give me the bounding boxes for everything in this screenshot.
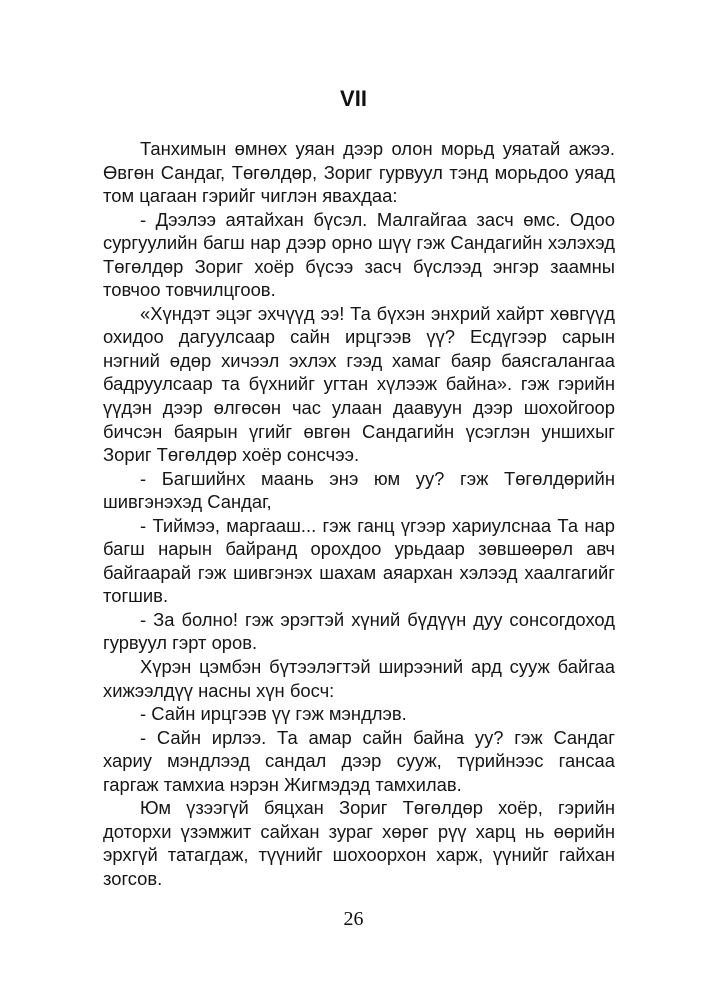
paragraph-1: Танхимын өмнөх уяан дээр олон морьд уяатай ажээ. Өвгөн Сандаг, Төгөлдөр, Зориг гурвуул тэнд морьдоо уяад том цагаан гэрийг чиглэн явахдаа: xyxy=(103,138,615,207)
paragraph-6: - За болно! гэж эрэгтэй хүний бүдүүн дуу сонсогдоход гурвуул гэрт оров. xyxy=(103,608,615,654)
paragraph-7: Хүрэн цэмбэн бүтээлэгтэй ширээний ард сууж байгаа хижээлдүү насны хүн босч: xyxy=(103,656,615,701)
paragraph-2: - Дээлээ аятайхан бүсэл. Малгайгаа засч өмс. Одоо сургуулийн багш нар дээр орно шүү гэж Сандагийн хэлэхэд Төгөлдөр Зориг хоёр бүсээ засч бүслээд энгэр заамны товчоо товчилцгоов. xyxy=(103,208,615,301)
paragraph-9: - Сайн ирлээ. Та амар сайн байна уу? гэж Сандаг хариу мэндлээд сандал дээр сууж, түрийнээс гансаа гаргаж тамхиа нэрэн Жигмэдэд тамхилав. xyxy=(103,726,615,795)
page-body-text xyxy=(103,137,615,891)
paragraph-8: - Сайн ирцгээв үү гэж мэндлэв. xyxy=(140,703,407,725)
paragraph-4: - Багшийнх маань энэ юм уу? гэж Төгөлдөрийн шивгэнэхэд Сандаг, xyxy=(103,467,615,513)
page-number: 26 xyxy=(343,908,364,930)
chapter-title: VII xyxy=(340,86,367,111)
paragraph-10: Юм үзээгүй бяцхан Зориг Төгөлдөр хоёр, гэрийн доторхи үзэмжит сайхан зураг хөрөг рүү харц нь өөрийн эрхгүй татагдаж, түүнийг шохоорхон харж, үүнийг гайхан зогсов. xyxy=(103,797,615,889)
paragraph-5: - Тиймээ, маргааш... гэж ганц үгээр хариулснаа Та нар багш нарын байранд орохдоо урьдаар зөвшөөрөл авч байгаарай гэж шивгэнэх шахам аяархан хэлээд хаалгагийг тогшив. xyxy=(103,514,615,607)
paragraph-3: «Хүндэт эцэг эхчүүд ээ! Та бүхэн энхрий хайрт хөвгүүд охидоо дагуулсаар сайн ирцгээв үү? Есдүгээр сарын нэгний өдөр хичээл эхлэх гээд хамаг баяр баясгалангаа бадруулсаар та бүхнийг угтан хүлээж байна». гэж гэрийн үүдэн дээр өлгөсөн час улаан даавуун дээр шохойгоор бичсэн баярын үгийг өвгөн Сандагийн үсэглэн уншихыг Зориг Төгөлдөр хоёр сонсчээ. xyxy=(103,302,615,466)
